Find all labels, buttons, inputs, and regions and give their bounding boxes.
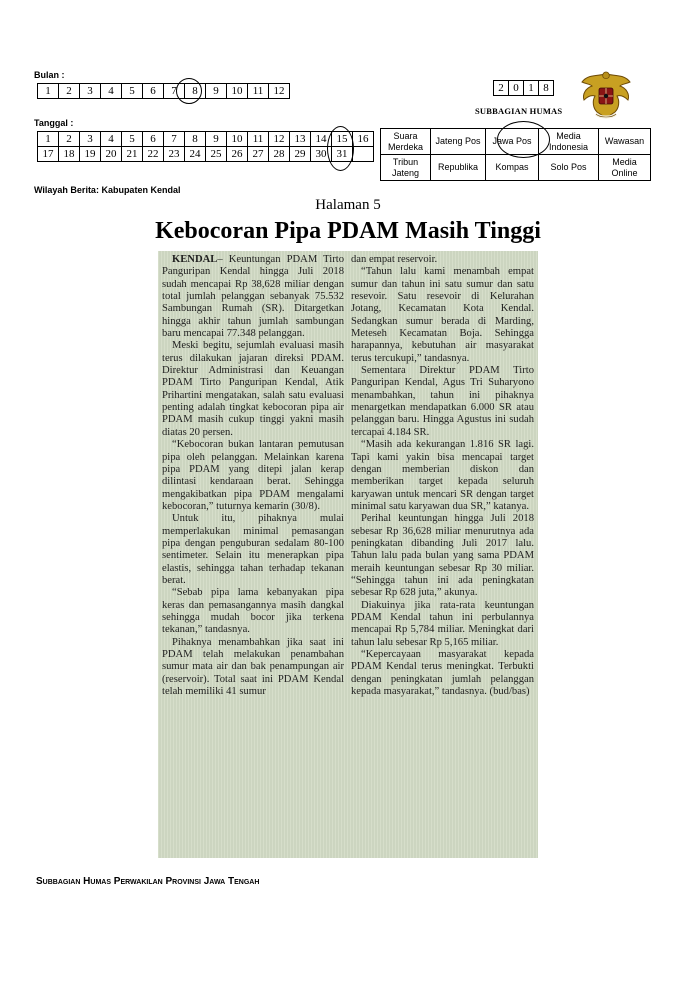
date-cell: 26 [227,147,248,162]
date-cell: 31 [332,147,353,162]
date-cell: 21 [122,147,143,162]
year-box [493,80,554,96]
subbagian-humas-label: SUBBAGIAN HUMAS [475,106,563,116]
newspaper-clipping [158,251,538,858]
media-cell: Suara Merdeka [381,129,431,155]
year-digit: 1 [524,81,539,96]
date-cell: 14 [311,132,332,147]
article-column-left [162,254,344,698]
date-cell: 23 [164,147,185,162]
article-paragraph: Pihaknya menambahkan jika saat ini PDAM telah melakukan penambahan sumur mata air dan bak penampungan air (reservoir). Total saat ini PDAM Kendal telah memiliki 41 sumur [162,636,344,698]
page-number: Halaman 5 [315,197,381,213]
month-cell: 7 [164,84,185,99]
media-cell: Wawasan [599,129,651,155]
date-cell: 15 [332,132,353,147]
date-cell: 11 [248,132,269,147]
tanggal-label: Tanggal : [34,118,74,128]
footer-text: Subbagian Humas Perwakilan Provinsi Jawa Tengah [36,876,260,887]
month-cell: 2 [59,84,80,99]
article-paragraph: “Tahun lalu kami menambah empat sumur dan tahun ini satu sumur dan satu resevoir. Satu resevoir di Kelurahan Jotang, Kecamatan Kota Kendal. Sedangkan sumur berada di Marding, Meteseh Kecamatan Boja. Sehingga harapannya, kebutuhan air masyarakat terus tercukupi,” tandasnya. [351,266,534,364]
date-cell: 5 [122,132,143,147]
date-cell: 8 [185,132,206,147]
month-cell: 5 [122,84,143,99]
media-cell: Jawa Pos [486,129,539,155]
date-grid [37,131,374,162]
date-cell: 19 [80,147,101,162]
article-paragraph: “Kebocoran bukan lantaran pemutusan pipa oleh pelanggan. Melainkan karena pipa PDAM yang ditepi jalan kerap dilintasi kendaraan berat. Sehingga mengakibatkan pipa PDAM mengalami kebocoran,” tuturnya kemarin (30/8). [162,439,344,512]
month-cell: 11 [248,84,269,99]
date-cell: 7 [164,132,185,147]
wilayah-berita: Wilayah Berita: Kabupaten Kendal [34,185,181,195]
article-paragraph: “Masih ada kekurangan 1.816 SR lagi. Tapi kami yakin bisa mencapai target dengan memberian diskon dan memberikan target kepada seluruh karyawan untuk mencari SR dengan target minimal satu karyawan dua SR,” katanya. [351,439,534,512]
article-paragraph: “Kepercayaan masyarakat kepada PDAM Kendal terus meningkat. Terbukti dengan peningkatan jumlah pelanggan kepada masyarakat,” tandasnya. (bud/bas) [351,649,534,698]
year-digit: 0 [509,81,524,96]
date-cell: 13 [290,132,311,147]
month-cell: 8 [185,84,206,99]
date-cell: 3 [80,132,101,147]
media-cell: Solo Pos [539,155,599,181]
month-cell: 9 [206,84,227,99]
media-cell: Media Indonesia [539,129,599,155]
article-column-right [351,254,534,698]
date-cell: 20 [101,147,122,162]
date-cell: 12 [269,132,290,147]
article-paragraph: Sementara Direktur PDAM Tirto Panguripan Kendal, Agus Tri Suharyono menambahkan, tahun ini pihaknya menargetkan mendapatkan 6.000 SR atau pelanggan baru. Hingga Agustus ini sudah tercapai 4.184 SR. [351,365,534,438]
date-cell: 25 [206,147,227,162]
month-cell: 12 [269,84,290,99]
media-cell: Jateng Pos [431,129,486,155]
date-cell: 28 [269,147,290,162]
month-cell: 6 [143,84,164,99]
date-cell: 4 [101,132,122,147]
month-cell: 1 [38,84,59,99]
media-cell: Tribun Jateng [381,155,431,181]
date-cell: 10 [227,132,248,147]
date-cell: 30 [311,147,332,162]
date-cell: 27 [248,147,269,162]
month-grid [37,83,290,99]
article-paragraph: Perihal keuntungan hingga Juli 2018 sebesar Rp 36,628 miliar menurutnya ada peningkatan dibanding Juli 2017 lalu. Tahun lalu pada bulan yang sama PDAM meraih keuntungan sebesar Rp 30 miliar. “Sehingga tahun ini ada peningkatan sebesar Rp 628 juta,” akunya. [351,513,534,599]
date-cell: 16 [353,132,374,147]
selected-date-circle [327,126,354,171]
year-digit: 2 [494,81,509,96]
garuda-emblem-icon [578,68,634,124]
article-paragraph: Diakuinya jika rata-rata keuntungan PDAM Kendal tahun ini perbulannya mencapai Rp 5,784 miliar. Meningkat dari tahun lalu sebesar Rp 5,165 miliar. [351,599,534,648]
date-cell: 9 [206,132,227,147]
date-cell: 2 [59,132,80,147]
date-cell [353,147,374,162]
date-cell: 22 [143,147,164,162]
month-cell: 3 [80,84,101,99]
month-cell: 4 [101,84,122,99]
date-cell: 1 [38,132,59,147]
date-cell: 18 [59,147,80,162]
article-paragraph: “Sebab pipa lama kebanyakan pipa keras dan pemasangannya masih dangkal sehingga mudah bocor jika terkena tekanan,” tandasnya. [162,587,344,636]
article-headline: Kebocoran Pipa PDAM Masih Tinggi [155,218,541,244]
month-cell: 10 [227,84,248,99]
bulan-label: Bulan : [34,70,65,80]
article-paragraph [162,254,344,340]
media-cell: Kompas [486,155,539,181]
date-cell: 17 [38,147,59,162]
media-cell: Media Online [599,155,651,181]
selected-month-circle [176,78,202,104]
article-paragraph: Untuk itu, pihaknya mulai memperlakukan minimal pemasangan pipa dengan penguburan sedalam 80-100 sentimeter. Selain itu menerapkan pipa elastis, sehingga tahan terhadap tekanan berat. [162,513,344,586]
selected-media-circle [497,121,550,158]
date-cell: 24 [185,147,206,162]
date-cell: 29 [290,147,311,162]
article-dateline: KENDAL [172,254,218,265]
article-paragraph: dan empat reservoir. [351,254,438,265]
year-digit: 8 [539,81,554,96]
media-cell: Republika [431,155,486,181]
date-cell: 6 [143,132,164,147]
article-paragraph: Meski begitu, sejumlah evaluasi masih terus dilakukan jajaran direksi PDAM. Direktur Administrasi dan Keuangan PDAM Tirto Panguripan Kendal, Atik Prihartini mengatakan, salah satu evaluasi penting adalah tingkat kebocoran pipa air PDAM masih cukup tinggi yakni masih diatas 20 persen. [162,340,344,438]
article-paragraph-text: – Keuntungan PDAM Tirto Panguripan Kendal hingga Juli 2018 sudah mencapai Rp 38,628 miliar dengan total jumlah pelanggan sebanyak 75.532 Sambungan Rumah (SR). Ditargetkan hingga akhir tahun jumlah sambungan baru mencapai 77.348 pelanggan. [162,254,344,340]
